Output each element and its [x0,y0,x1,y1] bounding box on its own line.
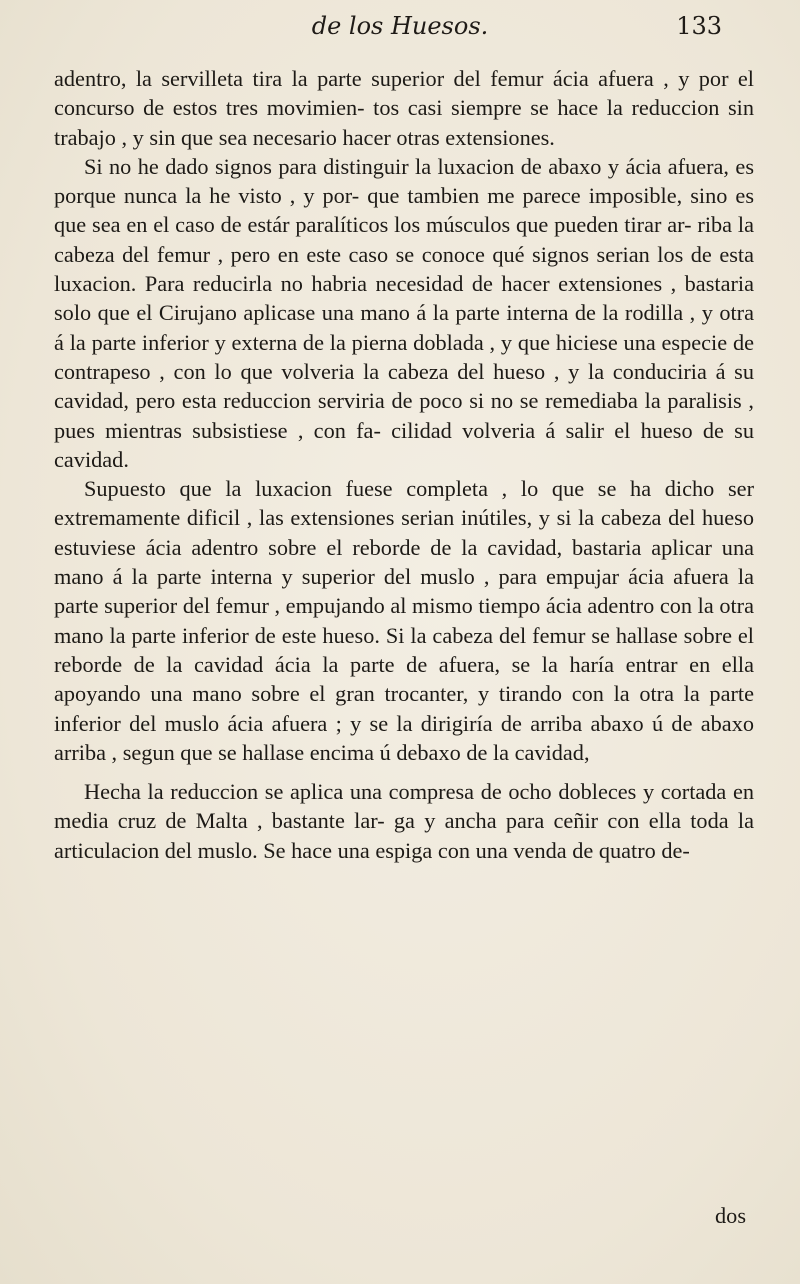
running-head [0,12,800,52]
paragraph: Hecha la reduccion se aplica una compresa de ocho dobleces y cortada en media cruz de Malta , bastante lar- ga y ancha para ceñir con ella toda la articulacion del muslo. Se hace una espiga con una venda de quatro de- [54,779,754,863]
body-text [54,64,754,865]
page-number: 133 [676,12,722,40]
paragraph: Si no he dado signos para distinguir la luxacion de abaxo y ácia afuera, es porque nunca la he visto , y por- que tambien me parece imposible, sino es que sea en el caso de estár paralíticos los músculos que pueden tirar ar- riba la cabeza del femur , pero en este caso se conoce qué signos serian los de esta luxacion. Para reducirla no habria necesidad de hacer extensiones , bastaria solo que el Cirujano aplicase una mano á la parte interna de la rodilla , y otra á la parte inferior y externa de la pierna doblada , y que hiciese una especie de contrapeso , con lo que volveria la cabeza del hueso , y la conduciria á su cavidad, pero esta reduccion serviria de poco si no se remediaba la paralisis , pues mientras subsistiese , con fa- cilidad volveria á salir el hueso de su cavidad. [54,153,754,472]
running-title: de los Huesos. [311,12,489,40]
paragraph: adentro, la servilleta tira la parte superior del femur ácia afuera , y por el concurso de estos tres movimien- tos casi siempre se hace la reduccion sin trabajo , y sin que sea necesario hacer otras extensiones. [54,66,754,150]
paragraph: Supuesto que la luxacion fuese completa , lo que se ha dicho ser extremamente dificil , las extensiones serian inútiles, y si la cabeza del hueso estuviese ácia adentro sobre el reborde de la cavidad, bastaria aplicar una mano á la parte interna y superior del muslo , para empujar ácia afuera la parte superior del femur , empujando al mismo tiempo ácia adentro con la otra mano la parte inferior de este hueso. Si la cabeza del femur se hallase sobre el reborde de la cavidad ácia la parte de afuera, se la haría entrar en ella apoyando una mano sobre el gran trocanter, y tirando con la otra la parte inferior del muslo ácia afuera ; y se la dirigiría de arriba abaxo ú de abaxo arriba , segun que se hallase encima ú debaxo de la cavidad, [54,476,754,765]
catchword: dos [715,1203,746,1228]
